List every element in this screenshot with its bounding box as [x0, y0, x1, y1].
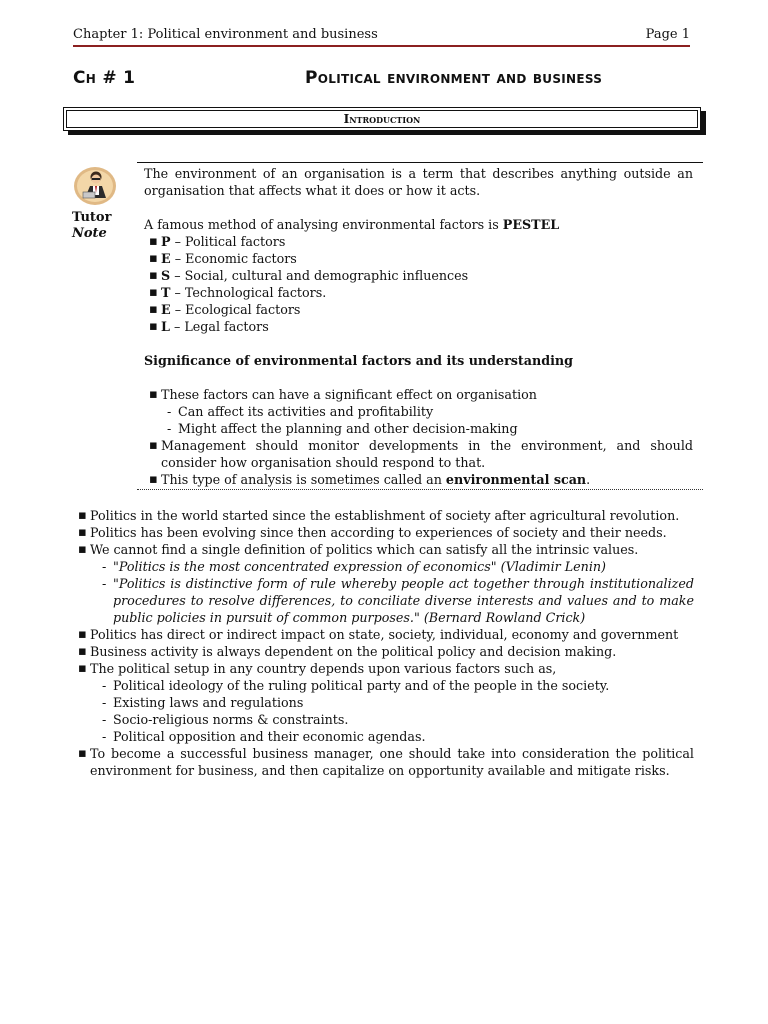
pestel-item: ▪ P – Political factors: [144, 233, 693, 250]
section-heading: Introduction: [66, 110, 698, 128]
page-number: Page 1: [645, 27, 690, 42]
note-label: Note: [72, 226, 107, 241]
bullet-item: ▪ Politics has direct or indirect impact on state, society, individual, economy and government: [78, 626, 694, 643]
bullet-item: ▪ Business activity is always dependent on the political policy and decision making.: [78, 643, 694, 660]
note-intro: The environment of an organisation is a term that describes anything outside an organisation that affects what it does or how it acts.: [144, 166, 693, 198]
factor-item: - Political ideology of the ruling political party and of the people in the society.: [78, 677, 694, 694]
factor-item: - Socio-religious norms & constraints.: [78, 711, 694, 728]
main-body: [78, 507, 694, 779]
chapter-number: Ch # 1: [73, 68, 136, 88]
bullet-item: ▪ The political setup in any country depends upon various factors such as,: [78, 660, 694, 677]
bullet-item: ▪ We cannot find a single definition of politics which can satisfy all the intrinsic values.: [78, 541, 694, 558]
running-header: [73, 27, 690, 47]
bullet-item: ▪ To become a successful business manager, one should take into consideration the political environment for business, and then capitalize on opportunity available and mitigate risks.: [78, 745, 694, 779]
significance-subitem: - Might affect the planning and other decision-making: [144, 420, 693, 437]
quote-item: - "Politics is distinctive form of rule whereby people act together through institutionalized procedures to resolve differences, to conciliate diverse interests and values and to make public policies in pursuit of common purposes." (Bernard Rowland Crick): [78, 575, 694, 626]
factor-item: - Existing laws and regulations: [78, 694, 694, 711]
pestel-item: ▪ S – Social, cultural and demographic influences: [144, 267, 693, 284]
bullet-item: ▪ Politics in the world started since the establishment of society after agricultural revolution.: [78, 507, 694, 524]
significance-heading: Significance of environmental factors and its understanding: [144, 353, 574, 368]
pestel-item: ▪ E – Economic factors: [144, 250, 693, 267]
pestel-word: PESTEL: [502, 217, 560, 232]
bullet-item: ▪ Politics has been evolving since then according to experiences of society and their needs.: [78, 524, 694, 541]
quote-item: - "Politics is the most concentrated expression of economics" (Vladimir Lenin): [78, 558, 694, 575]
factor-item: - Political opposition and their economic agendas.: [78, 728, 694, 745]
pestel-item: ▪ E – Ecological factors: [144, 301, 693, 318]
section-heading-box: [63, 107, 701, 131]
chapter-header-text: Chapter 1: Political environment and business: [73, 27, 378, 42]
significance-item: ▪ Management should monitor developments in the environment, and should consider how organisation should respond to that.: [144, 437, 693, 471]
pestel-item: ▪ L – Legal factors: [144, 318, 693, 335]
significance-subitem: - Can affect its activities and profitability: [144, 403, 693, 420]
significance-item: ▪ This type of analysis is sometimes called an environmental scan.: [144, 471, 693, 488]
pestel-lead: A famous method of analysing environmental factors is PESTEL: [144, 217, 560, 232]
tutor-note-box: [137, 162, 703, 490]
pestel-item: ▪ T – Technological factors.: [144, 284, 693, 301]
tutor-note-badge: [72, 162, 122, 242]
environmental-scan-term: environmental scan: [445, 472, 587, 487]
tutor-person-icon: [72, 162, 118, 206]
significance-item: ▪ These factors can have a significant effect on organisation: [144, 386, 693, 403]
tutor-label: Tutor: [72, 210, 112, 225]
chapter-name: Political environment and business: [305, 68, 603, 88]
